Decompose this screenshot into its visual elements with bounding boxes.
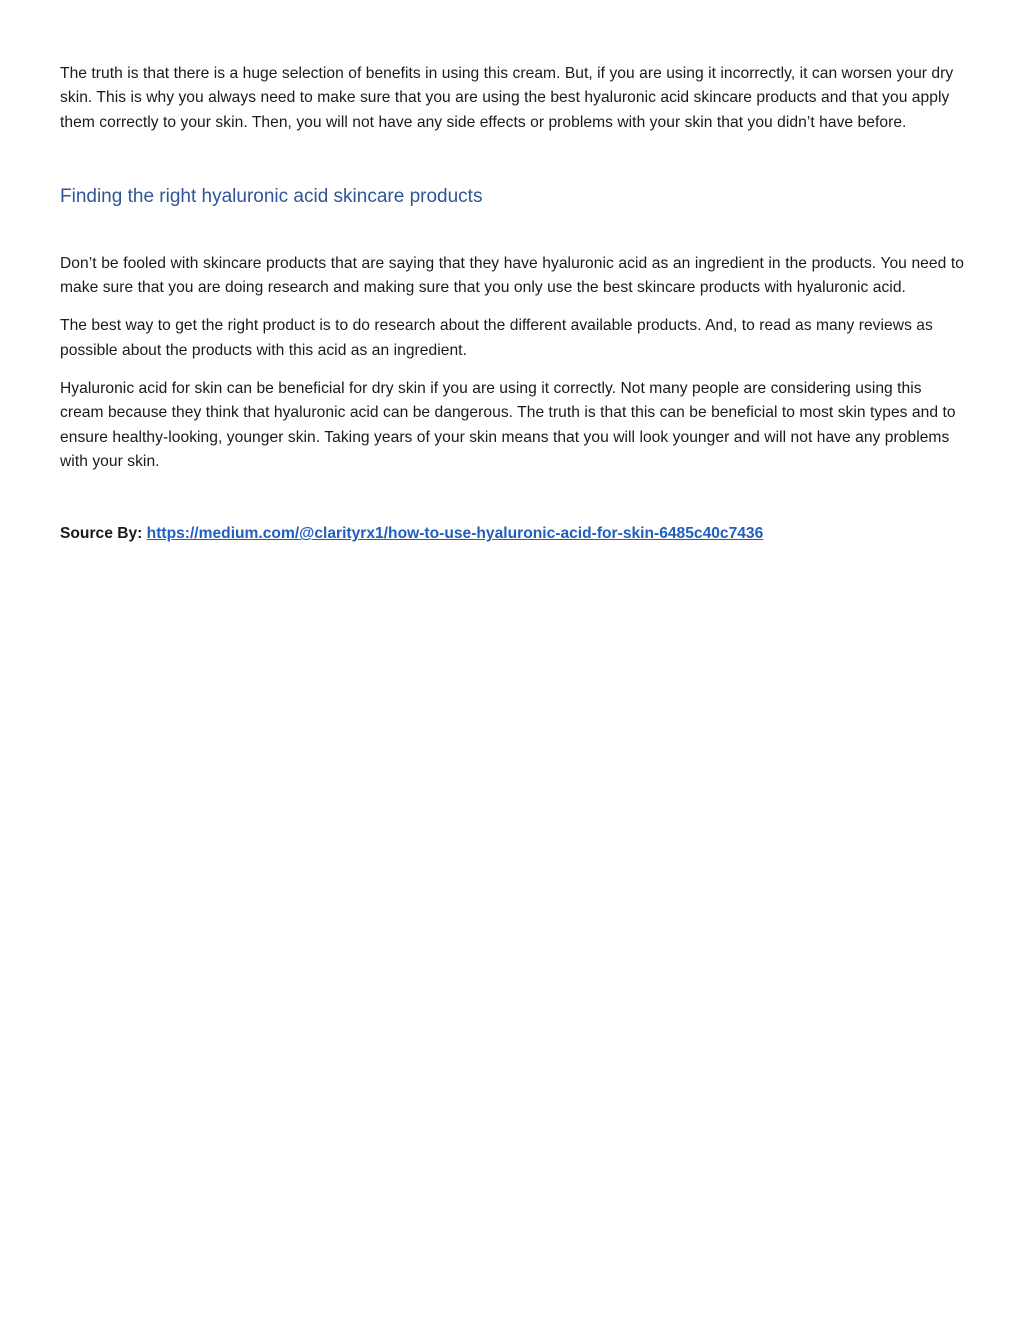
source-line xyxy=(60,522,964,546)
paragraph-best-way: The best way to get the right product is to do research about the different available products. And, to read as many reviews as possible about the products with this acid as an ingredient. xyxy=(60,317,933,359)
document-page xyxy=(60,62,964,546)
intro-paragraph: The truth is that there is a huge selection of benefits in using this cream. But, if you are using it incorrectly, it can worsen your dry skin. This is why you always need to make sure that you are using the best hyaluronic acid skincare products and that you apply them correctly to your skin. Then, you will not have any side effects or problems with your skin that you didn’t have before. xyxy=(60,65,954,131)
source-label: Source By: xyxy=(60,525,147,543)
section-heading: Finding the right hyaluronic acid skincare products xyxy=(60,185,483,207)
paragraph-hyaluronic-benefits: Hyaluronic acid for skin can be beneficial for dry skin if you are using it correctly. Not many people are considering using this cream because they think that hyaluronic acid can be dangerous. The truth is that this can be beneficial to most skin types and to ensure healthy-looking, younger skin. Taking years of your skin means that you will look younger and will not have any problems with your skin. xyxy=(60,380,956,470)
paragraph-fooled: Don’t be fooled with skincare products that are saying that they have hyaluronic acid as an ingredient in the products. You need to make sure that you are doing research and making sure that you only use the best skincare products with hyaluronic acid. xyxy=(60,254,964,297)
source-link[interactable]: https://medium.com/@clarityrx1/how-to-use-hyaluronic-acid-for-skin-6485c40c7436 xyxy=(146,525,764,543)
